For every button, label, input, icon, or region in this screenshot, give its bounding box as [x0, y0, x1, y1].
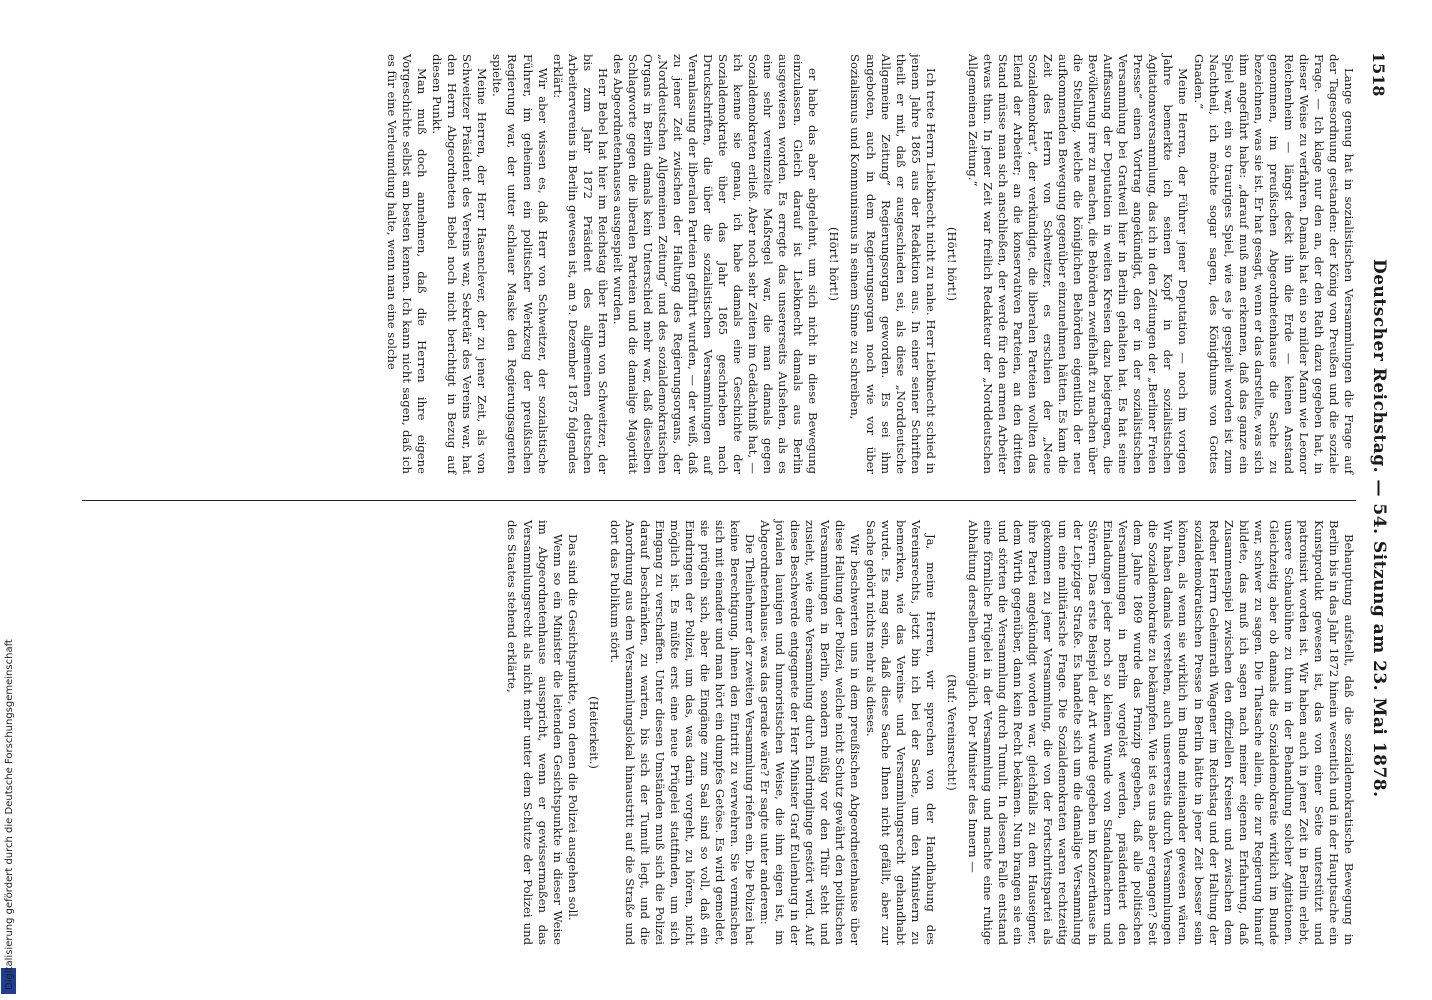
left-column	[82, 54, 1356, 474]
paragraph: Meine Herren, der Führer jener Deputation — noch im vorigen Jahre bemerkte ich seinen Kopf in der sozialistischen Agitationsversammlung, das ich in den Zeitungen der „Berliner Freien Presse“ einen Vortrag angekündigt, den er in der sozialistischen Versammlung bei Gratweil hier in Berlin gehalten hat. Es hat seine Auffassung der Deputation in weiten Kreisen dazu beigetragen, die Bevölkerung irre zu machen, die Behörden zweifelhaft zu machen über die Stellung, welche die königlichen Behörden eigentlich der neu aufkommenden Bewegung gegenüber einzunehmen hätten. Es kam die Zeit des Herrn von Schweitzer, es erschien der „Neue Sozialdemokrat“, der verkündigte, die liberalen Parteien wollten das Elend der Arbeiter; an die konservativen Parteien, an den dritten Stand müsse man sich anschließen, der werde für den armen Arbeiter etwas thun. In jener Zeit war freilich Redakteur der „Norddeutschen Allgemeinen Zeitung.“	[965, 54, 1191, 474]
paragraph: Lange genug hat in sozialistischen Versammlungen die Frage auf der Tagesordnung gestanden: der König von Preußen und die soziale Frage. — Ich klage nur den an, der den Rath dazu gegeben hat, in dieser Weise zu verfahren. Damals hat ein so milder Mann wie Leonor Reichenheim — längst deckt ihn die Erde — keinen Anstand genommen, im preußischen Abgeordnetenhause die Sache zu bezeichnen, was sie ist. Er hat gesagt, wenn er das darstellte, was sich ihm angeführt habe: „darauf muß man erkennen, daß das ganze ein Spiel war, ein so trauriges Spiel, wie es je gespielt worden ist zum Nachtheil, ich möchte sogar sagen, des Königthums von Gottes Gnaden.“	[1191, 54, 1356, 474]
paragraph: Behauptung aufstellt, daß die sozialdemokratische Bewegung in Berlin bis in das Jahr 1872 hinein wesentlich und in der Hauptsache ein Kunstprodukt gewesen ist, das von einer Seite unterstützt und patronisirt worden ist. Wir haben auch in jener Zeit in Berlin erlebt, unsere Schaubühne zu thun in der Behandlung solcher Agitationen. Gleichzeitig aber ob damals die Sozialdemokratie wirklich im Bunde war, schwer zu sagen. Die Thatsache allein, die zur Regierung hinauf bildete, das muß ich sagen nach meiner eigenen Erfahrung, daß Zusammenspiel zwischen den offiziellen Kreisen und zwischen dem Redner Herrn Geheimrath Wagener im Reichstag und der Haltung der sozialdemokratischen Presse in Berlin hätte in jener Zeit besser sein können, als wenn sie wirklich im Bunde miteinander gewesen wären. Wir haben damals verstehen, auch unsererseits durch Versammlungen die Sozialdemokratie zu bekämpfen. Wie ist es uns aber ergangen? Seit dem Jahre 1869 wurde das Prinzip gegeben, daß alle politischen Versammlungen in Berlin vorgelöst werden, präsidentiert den Einladungen jeder noch so kleinen Wunde von Standalmachern und Störern. Das erste Beispiel der Art wurde gegeben im Konzerthause in der Leipziger Straße. Es handelte sich um die damalige Versammlung um eine militärische Frage. Die Sozialdemokraten waren rechtzeitig gekommen zu jener Versammlung, die von der Fortschrittspartei als ihre Partei angekündigt worden war, gleichfalls zu dem Hauseigner, dem Wirth gegenüber, dann kein Recht bekämen. Nun brangen sie ein und störten die Versammlung durch Tumult. In diesem Falle entstand eine förmliche Prügelei in der Versammlung und machte eine ruhige Abhaltung derselben unmöglich. Der Minister des Innern —	[965, 520, 1356, 945]
paragraph: (Hört! hört!)	[944, 227, 959, 301]
page-number: 1518	[1369, 52, 1389, 97]
digitization-footer	[0, 0, 18, 1000]
paragraph: Ich trete Herrn Liebknecht nicht zu nahe. Herr Liebknecht schied in jenem Jahre 1865 aus der Redaktion aus. In einer seiner Schriften theilt er mit, daß er ausgeschieden sei, als diese „Norddeutsche Allgemeine Zeitung“ Regierungsorgan geworden. Es sei ihm angeboten, auch in dem Regierungsorgan noch wie vor über Sozialismus und Kommunismus in seinem Sinne zu schreiben,	[848, 54, 938, 474]
paragraph: Die Theilnehmer der zweiten Versammlung riefen ein. Die Polizei hat keine Berechtigung, ihnen den Eintritt zu verwehren. Sie vermischen sich mit einander und man hört ein dumpfes Getöse. Es wird gemeldet, sie prügeln sich, aber die Eingänge zum Saal sind so voll, daß ein Eindringen der Polizei, um das, was darin vorgeht, zu hören, nicht möglich ist. Es müßte erst eine neue Prügelei stattfinden, um sich Eingang zu verschaffen. Unter diesen Umständen muß sich die Polizei darauf beschränken, zu warten, bis sich der Tumult legt, und die Anordnung aus dem Versammlungslokal hinaustritt auf die Straße und dort das Publikum stört.	[607, 520, 758, 945]
paragraph: Wenn so ein Minister die leitenden Gesichtspunkte in dieser Weise im Abgeordnetenhause ausspricht, wenn er gewissermaßen das Versammlungsrecht als nicht mehr unter dem Schutze der Polizei und des Staates stehend erklärte,	[505, 520, 565, 945]
column-divider	[82, 500, 1356, 501]
right-column	[82, 520, 1356, 945]
paragraph: (Heiterkeit.)	[586, 696, 601, 769]
paragraph: er habe das aber abgelehnt, um sich nicht in diese Bewegung einzulassen. Gleich darauf ist Liebknecht damals aus Berlin ausgewiesen worden. Es erregte das unsererseits Aufsehen, als es eine sehr vereinzelte Maßregel war, die man damals gegen Sozialdemokraten erließ. Aber noch sehr Zeiten im Gedächtniß hat, — ich kenne sie genau, ich habe damals eine Geschichte der Sozialdemokratie über das Jahr 1865 geschrieben nach Druckschriften, die über die sozialistischen Versammlungen auf Veranlassung der liberalen Parteien geführt wurden, — der weiß, daß zu jener Zeit zwischen der Haltung des Regierungsorgans, der „Norddeutschen Allgemeinen Zeitung“ und des sozialdemokratischen Organs in Berlin damals kein Unterschied mehr war, daß dieselben Schlagworte gegen die liberalen Parteien und die damalige Majorität des Abgeordnetenhauses ausgespielt wurden.	[610, 54, 821, 474]
paragraph: Man muß doch annehmen, daß die Herren ihre eigene Vorgeschichte selbst am besten kennen. Ich kann nicht sagen, daß ich es für eine Verleumdung halte, wenn man eine solche	[385, 54, 430, 474]
page-title: Deutscher Reichstag. — 54. Sitzung am 23. Mai 1878.	[1369, 258, 1389, 798]
paragraph: Wir aber wissen es, daß Herr von Schweitzer, der sozialistische Führer, im geheimen ein politischer Werkzeug der preußischen Regierung war, der unter schlauer Maske den Regierungsagenten spielte.	[490, 54, 550, 474]
paragraph: Ja, meine Herren, wir sprechen von der Handhabung des Vereinsrechts, jetzt bin ich bei der Sache, um den Ministern zu bemerken, wie das Vereins- und Versammlungsrecht gehandhabt wurde. Es mag sein, daß diese Sache Ihnen nicht gefällt, aber zur Sache gehört nichts mehr als dieses.	[863, 520, 938, 945]
paragraph: Herr Bebel hat hier im Reichstag über Herrn von Schweitzer, der bis zum Jahr 1872 Präsident des allgemeinen deutschen Arbeitervereins in Berlin gewesen ist, am 9. Dezember 1875 folgendes erklärt:	[550, 54, 610, 474]
paragraph: Das sind die Gesichtspunkte, von denen die Polizei ausgehen soll.	[565, 534, 580, 921]
digitization-note: Digitalisierung gefördert durch die Deutsche Forschungsgemeinschaft	[4, 639, 15, 990]
paragraph: (Ruf: Vereinsrecht!)	[944, 674, 959, 791]
rotated-page	[52, 0, 1402, 1000]
paragraph: Meine Herren, der Herr Hasenclever, der zu jener Zeit, als von Schweitzer Präsident des Vereins war, Sekretär des Vereins war, hat den Herrn Abgeordneten Bebel noch nicht berichtigt in Bezug auf diesen Punkt.	[430, 54, 490, 474]
paragraph: Wir beschwerten uns in dem preußischen Abgeordnetenhause über diese Haltung der Polizei, welche nicht Schutz gewährt den politischen Versammlungen in Berlin, sondern müßig vor den Thür steht und zusieht, wie eine Versammlung durch Eindringlinge gestört wird. Auf diese Beschwerde entgegnete der Herr Minister Graf Eulenburg in der jovialen launigen und humoristischen Weise, die ihm eigen ist, im Abgeordnetenhause: was das gerade wäre? Er sagte unter anderem:	[758, 520, 863, 945]
paragraph: (Hört! hört!)	[827, 227, 842, 301]
page-header	[1364, 52, 1394, 960]
